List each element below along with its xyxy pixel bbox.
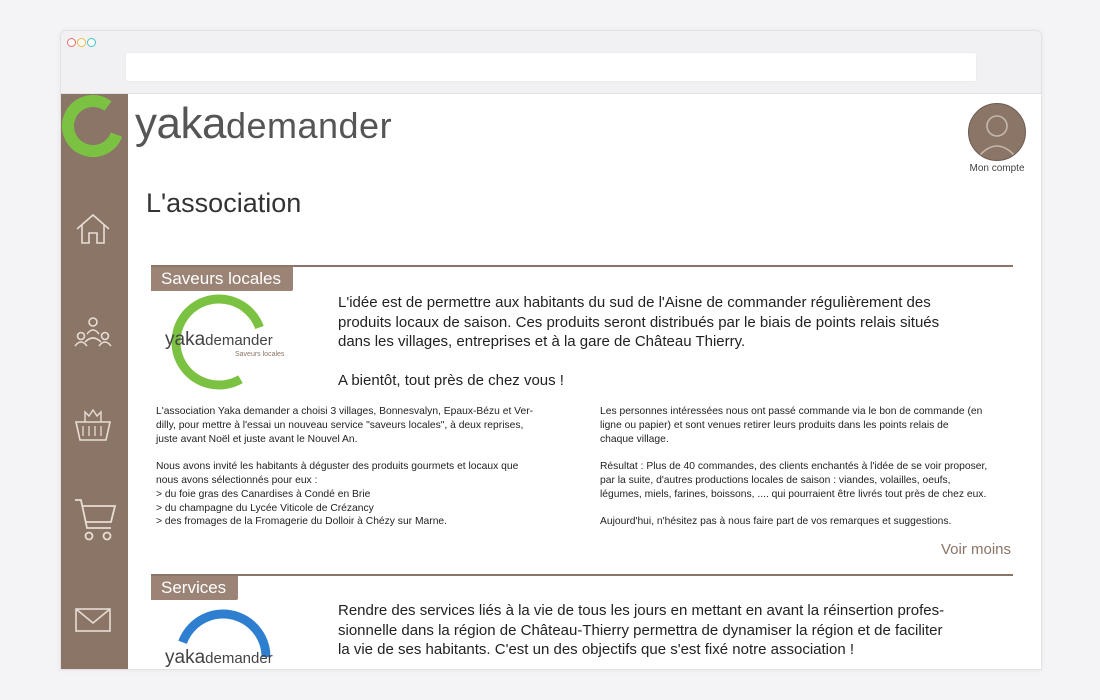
section-tab-services: Services: [151, 576, 238, 600]
text-line: Nous avons invité les habitants à déguster des produits gourmets et locaux que: [156, 461, 519, 473]
page-title: L'association: [146, 188, 302, 218]
saveurs-locales-logo: [161, 293, 301, 393]
text-line: ligne ou papier) et sont venues retirer leurs produits dans les points relais de: [600, 419, 949, 431]
text-line: > du foie gras des Canardises à Condé en Brie: [156, 488, 371, 500]
intro-line: dans les villages, entreprises et à la gare de Château Thierry.: [338, 333, 746, 350]
user-icon: [969, 104, 1025, 160]
nav-mail[interactable]: [73, 599, 113, 639]
saveurs-left-column: [156, 405, 568, 529]
mail-icon: [73, 599, 113, 639]
text-line: par la suite, d'autres productions locales de saison : viandes, volailles, oeufs,: [600, 474, 951, 486]
text-line: Résultat : Plus de 40 commandes, des clients enchantés à l'idée de se voir proposer,: [600, 461, 988, 473]
text-line: > du champagne du Lycée Viticole de Crézancy: [156, 502, 374, 514]
logo-icon: [61, 94, 129, 159]
avatar: [968, 103, 1026, 161]
sidebar: [61, 94, 128, 669]
address-bar[interactable]: [125, 52, 977, 82]
intro-line: la vie de ses habitants. C'est un des objectifs que s'est fixé notre association !: [338, 641, 855, 658]
community-icon: [73, 312, 113, 352]
logo-text-part2: demander: [205, 650, 273, 667]
intro-line: L'idée est de permettre aux habitants du sud de l'Aisne de commander régulièrement des: [338, 294, 931, 311]
logo-text-part1: yaka: [165, 647, 206, 668]
text-line: > des fromages de la Fromagerie du Dolloir à Chézy sur Marne.: [156, 516, 448, 528]
browser-titlebar: [61, 31, 1041, 94]
services-intro: [338, 601, 998, 660]
intro-line: Rendre des services liés à la vie de tous les jours en mettant en avant la réinsertion profes-: [338, 602, 945, 619]
see-less-link[interactable]: Voir moins: [940, 541, 1011, 558]
browser-window: [60, 30, 1042, 670]
text-line: chaque village.: [600, 433, 669, 445]
home-icon: [73, 209, 113, 249]
intro-line: produits locaux de saison. Ces produits seront distribués par le biais de points relais situés: [338, 313, 940, 331]
section-divider: [151, 574, 1013, 576]
minimize-window-button[interactable]: [77, 38, 86, 47]
text-line: juste avant Noël et juste avant le Nouvel An.: [156, 433, 358, 445]
brand-name-part2: demander: [225, 105, 393, 146]
text-line: dilly, pour mettre à l'essai un nouveau service "saveurs locales", à deux reprises,: [156, 419, 524, 431]
intro-closing: A bientôt, tout près de chez vous !: [338, 372, 564, 389]
text-line: L'association Yaka demander a choisi 3 villages, Bonnesvalyn, Epaux-Bézu et Ver-: [156, 406, 534, 417]
text-line: légumes, miels, farines, boissons, .... qui pourraient être livrés tout près de chez eux.: [600, 488, 987, 500]
saveurs-right-column: [600, 405, 1012, 529]
section-tab-saveurs-locales: Saveurs locales: [151, 267, 293, 291]
nav-home[interactable]: [73, 209, 113, 249]
brand-wordmark[interactable]: [135, 99, 392, 159]
close-window-button[interactable]: [67, 38, 76, 47]
nav-cart[interactable]: [73, 496, 113, 536]
nav-community[interactable]: [73, 312, 113, 352]
text-line: Aujourd'hui, n'hésitez pas à nous faire part de vos remarques et suggestions.: [600, 516, 952, 528]
text-line: nous avons sélectionnés pour eux :: [156, 474, 318, 486]
maximize-window-button[interactable]: [87, 38, 96, 47]
services-logo: [161, 608, 301, 669]
intro-line: sionnelle dans la région de Château-Thierry permettra de dynamiser la région et de faciliter: [338, 621, 943, 639]
logo-subtitle: Saveurs locales: [235, 351, 285, 358]
logo-text-part2: demander: [205, 332, 273, 349]
brand-logo-ring[interactable]: [61, 94, 129, 159]
text-line: Les personnes intéressées nous ont passé commande via le bon de commande (en: [600, 406, 983, 417]
logo-text-part1: yaka: [165, 329, 206, 350]
cart-icon: [73, 496, 117, 544]
basket-icon: [73, 404, 113, 444]
account-button[interactable]: [961, 103, 1033, 174]
saveurs-intro: [338, 293, 998, 391]
account-label: Mon compte: [969, 163, 1025, 174]
brand-name-part1: yaka: [135, 99, 226, 148]
nav-basket[interactable]: [73, 404, 113, 444]
